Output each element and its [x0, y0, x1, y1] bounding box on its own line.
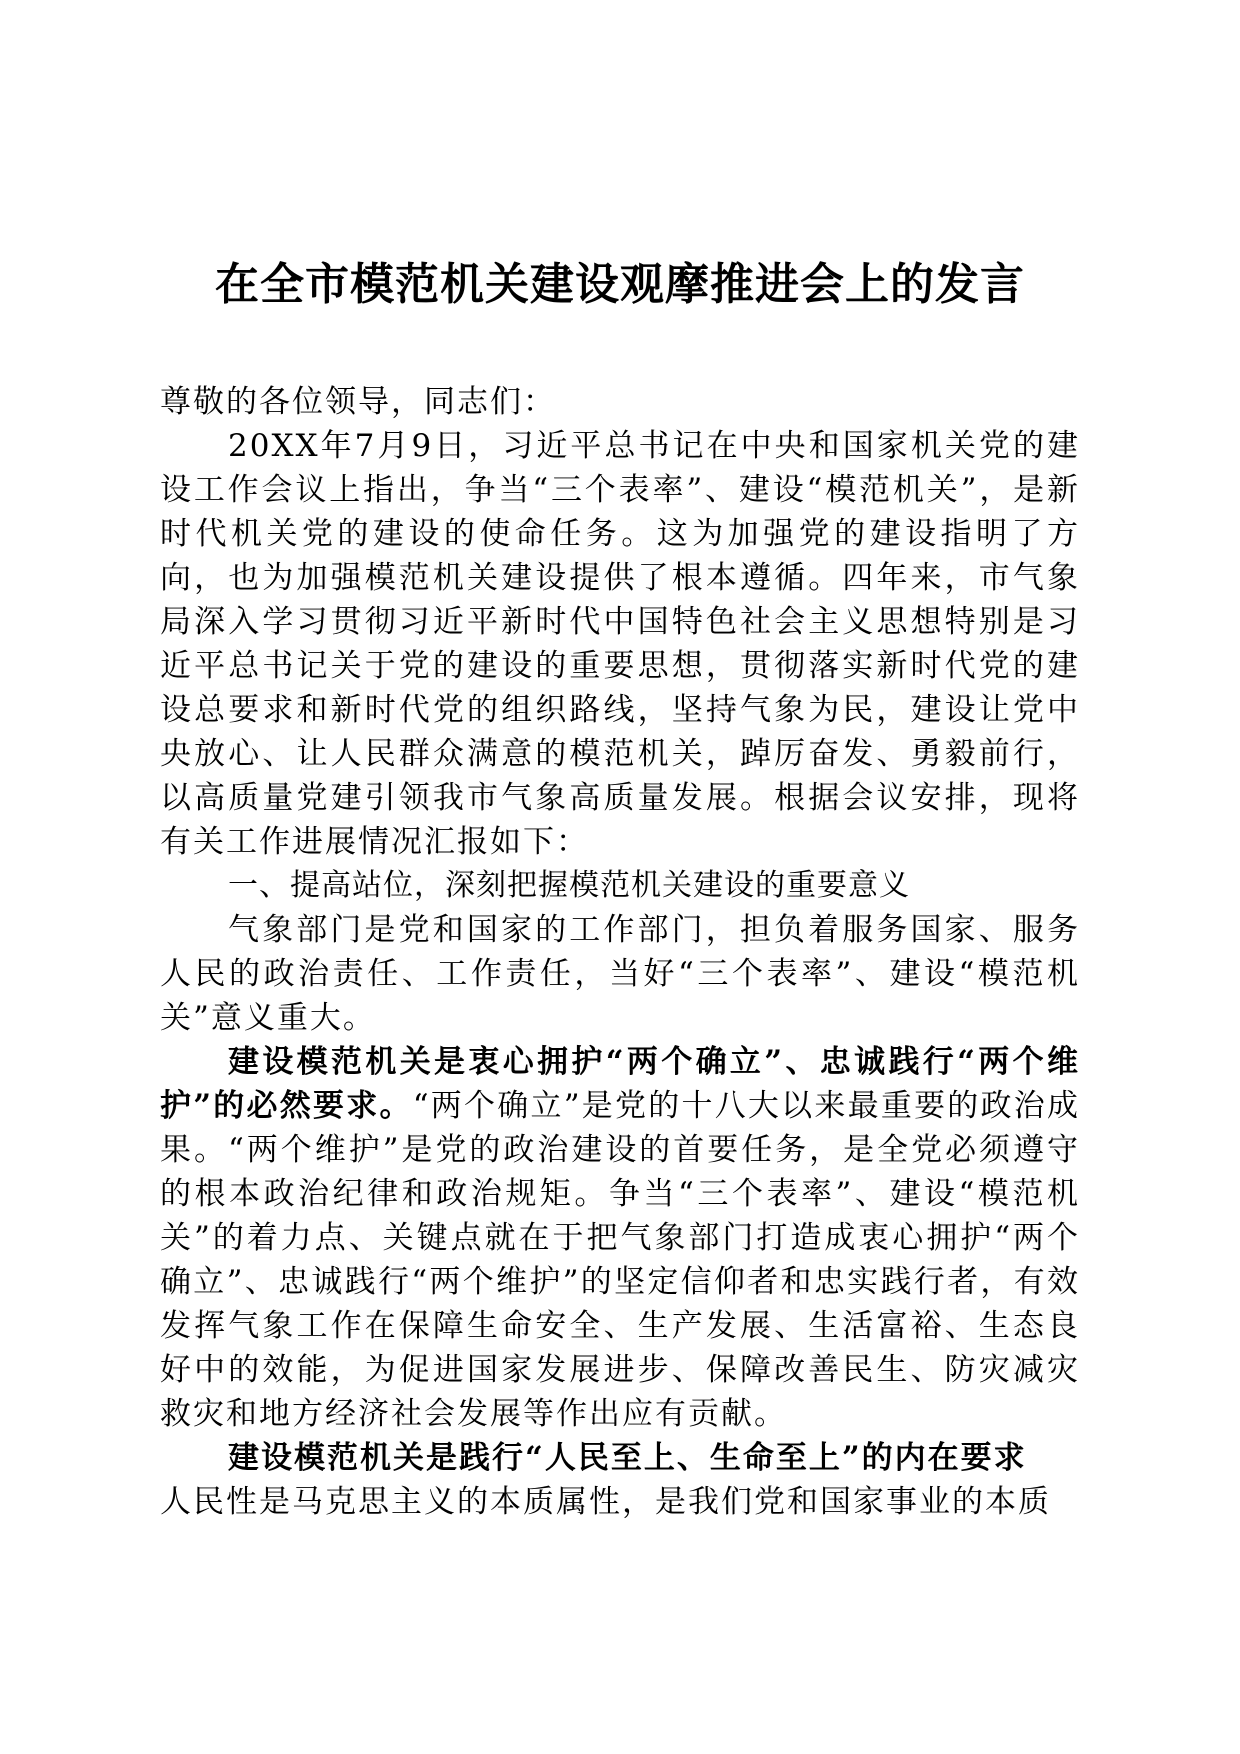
point-1-paragraph	[160, 1040, 1080, 1436]
salutation: 尊敬的各位领导，同志们：	[160, 384, 556, 420]
point-2-lead: 建设模范机关是践行“人民至上、生命至上”的内在要求	[228, 1440, 1027, 1476]
intro-paragraph: 20XX年7月9日，习近平总书记在中央和国家机关党的建设工作会议上指出，争当“三个表率”、建设“模范机关”，是新时代机关党的建设的使命任务。这为加强党的建设指明了方向，也为加强模范机关建设提供了根本遵循。四年来，市气象局深入学习贯彻习近平新时代中国特色社会主义思想特别是习近平总书记关于党的建设的重要思想，贯彻落实新时代党的建设总要求和新时代党的组织路线，坚持气象为民，建设让党中央放心、让人民群众满意的模范机关，踔厉奋发、勇毅前行，以高质量党建引领我市气象高质量发展。根据会议安排，现将有关工作进展情况汇报如下：	[160, 428, 1080, 860]
document-title: 在全市模范机关建设观摩推进会上的发言	[215, 259, 1025, 310]
section-1-heading: 一、提高站位，深刻把握模范机关建设的重要意义	[228, 868, 910, 903]
section-1-paragraph: 气象部门是党和国家的工作部门，担负着服务国家、服务人民的政治责任、工作责任，当好“三个表率”、建设“模范机关”意义重大。	[160, 912, 1080, 1036]
point-1-text: “两个确立”是党的十八大以来最重要的政治成果。“两个维护”是党的政治建设的首要任务，是全党必须遵守的根本政治纪律和政治规矩。争当“三个表率”、建设“模范机关”的着力点、关键点就在于把气象部门打造成衷心拥护“两个确立”、忠诚践行“两个维护”的坚定信仰者和忠实践行者，有效发挥气象工作在保障生命安全、生产发展、生活富裕、生态良好中的效能，为促进国家发展进步、保障改善民生、防灾减灾救灾和地方经济社会发展等作出应有贡献。	[160, 1088, 1080, 1432]
point-1-lead: 建设模范机关是衷心拥护“两个确立”、忠诚践行“两个维护”的必然要求。	[160, 1044, 1080, 1124]
point-2-text: 人民性是马克思主义的本质属性，是我们党和国家事业的本质	[160, 1484, 1051, 1520]
document-body	[160, 380, 1080, 1524]
